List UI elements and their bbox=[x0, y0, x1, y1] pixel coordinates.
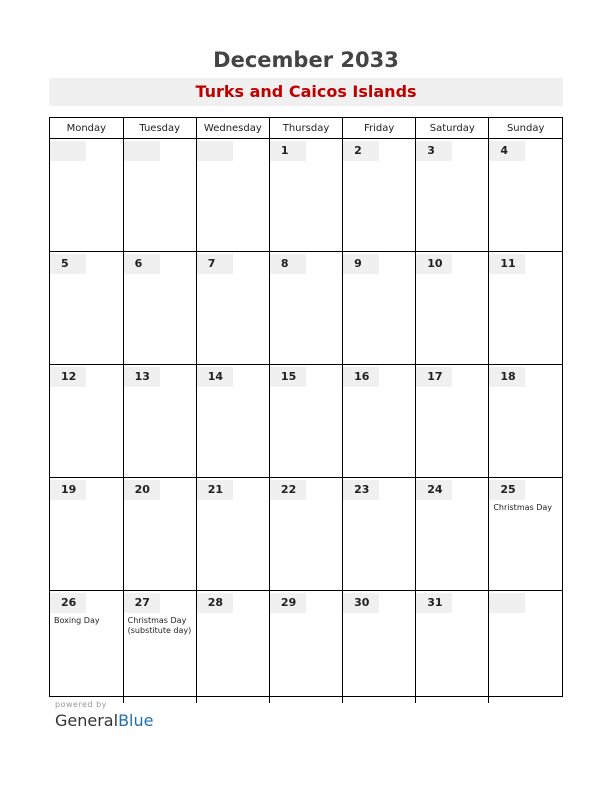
week-row bbox=[50, 365, 562, 478]
day-cell bbox=[343, 591, 416, 704]
calendar-table bbox=[50, 118, 562, 703]
day-number: 26 bbox=[50, 593, 86, 613]
calendar-grid bbox=[49, 117, 563, 697]
day-number: 31 bbox=[416, 593, 452, 613]
day-cell bbox=[416, 591, 489, 704]
day-cell bbox=[343, 478, 416, 591]
day-cell bbox=[416, 478, 489, 591]
weekday-monday: Monday bbox=[50, 118, 123, 139]
holiday-label: Christmas Day (substitute day) bbox=[127, 616, 192, 635]
day-cell bbox=[416, 365, 489, 478]
day-cell bbox=[196, 252, 269, 365]
day-number: 14 bbox=[197, 367, 233, 387]
day-cell bbox=[343, 139, 416, 252]
weekday-friday: Friday bbox=[343, 118, 416, 139]
day-cell bbox=[50, 139, 123, 252]
day-number bbox=[489, 593, 525, 613]
day-cell bbox=[416, 139, 489, 252]
day-cell bbox=[50, 365, 123, 478]
day-cell bbox=[269, 591, 342, 704]
day-cell bbox=[50, 591, 123, 704]
brand-logo bbox=[55, 711, 153, 730]
day-number bbox=[50, 141, 86, 161]
day-number: 4 bbox=[489, 141, 525, 161]
day-number: 11 bbox=[489, 254, 525, 274]
day-cell bbox=[196, 478, 269, 591]
holiday-label: Christmas Day bbox=[493, 503, 553, 512]
day-number: 6 bbox=[124, 254, 160, 274]
day-cell bbox=[489, 591, 562, 704]
day-number: 30 bbox=[343, 593, 379, 613]
holiday-label: Boxing Day bbox=[54, 616, 100, 625]
day-number: 12 bbox=[50, 367, 86, 387]
day-number: 16 bbox=[343, 367, 379, 387]
brand-blue: Blue bbox=[118, 711, 154, 730]
day-number: 19 bbox=[50, 480, 86, 500]
brand-general: General bbox=[55, 711, 119, 730]
day-cell bbox=[489, 478, 562, 591]
day-cell bbox=[269, 365, 342, 478]
day-cell bbox=[50, 478, 123, 591]
day-number: 20 bbox=[124, 480, 160, 500]
day-cell bbox=[196, 139, 269, 252]
day-cell bbox=[416, 252, 489, 365]
day-number: 2 bbox=[343, 141, 379, 161]
day-number bbox=[124, 141, 160, 161]
day-number: 13 bbox=[124, 367, 160, 387]
day-cell bbox=[269, 478, 342, 591]
day-number: 28 bbox=[197, 593, 233, 613]
day-cell bbox=[269, 252, 342, 365]
week-row bbox=[50, 591, 562, 704]
day-number: 22 bbox=[270, 480, 306, 500]
calendar-title: December 2033 bbox=[213, 48, 399, 72]
day-number: 17 bbox=[416, 367, 452, 387]
day-number: 25 bbox=[489, 480, 525, 500]
weekday-thursday: Thursday bbox=[269, 118, 342, 139]
weekday-tuesday: Tuesday bbox=[123, 118, 196, 139]
day-number: 23 bbox=[343, 480, 379, 500]
day-number: 18 bbox=[489, 367, 525, 387]
day-number: 1 bbox=[270, 141, 306, 161]
day-number: 24 bbox=[416, 480, 452, 500]
day-cell bbox=[123, 478, 196, 591]
day-cell bbox=[489, 252, 562, 365]
day-number: 10 bbox=[416, 254, 452, 274]
day-cell bbox=[269, 139, 342, 252]
day-number: 21 bbox=[197, 480, 233, 500]
weekday-header-row bbox=[50, 118, 562, 139]
day-number: 9 bbox=[343, 254, 379, 274]
day-number: 5 bbox=[50, 254, 86, 274]
day-cell bbox=[123, 365, 196, 478]
day-cell bbox=[123, 252, 196, 365]
day-cell bbox=[123, 591, 196, 704]
day-number: 8 bbox=[270, 254, 306, 274]
weekday-sunday: Sunday bbox=[489, 118, 562, 139]
day-number: 3 bbox=[416, 141, 452, 161]
day-number: 29 bbox=[270, 593, 306, 613]
country-name: Turks and Caicos Islands bbox=[49, 78, 563, 106]
day-cell bbox=[123, 139, 196, 252]
day-number: 27 bbox=[124, 593, 160, 613]
day-number: 15 bbox=[270, 367, 306, 387]
week-row bbox=[50, 139, 562, 252]
day-cell bbox=[489, 365, 562, 478]
powered-by-text: powered by bbox=[55, 700, 107, 709]
calendar-weeks bbox=[50, 139, 562, 704]
day-cell bbox=[196, 365, 269, 478]
day-cell bbox=[489, 139, 562, 252]
weekday-saturday: Saturday bbox=[416, 118, 489, 139]
day-cell bbox=[196, 591, 269, 704]
day-cell bbox=[50, 252, 123, 365]
day-number: 7 bbox=[197, 254, 233, 274]
day-cell bbox=[343, 252, 416, 365]
day-number bbox=[197, 141, 233, 161]
day-cell bbox=[343, 365, 416, 478]
footer bbox=[55, 700, 153, 730]
week-row bbox=[50, 478, 562, 591]
weekday-wednesday: Wednesday bbox=[196, 118, 269, 139]
week-row bbox=[50, 252, 562, 365]
